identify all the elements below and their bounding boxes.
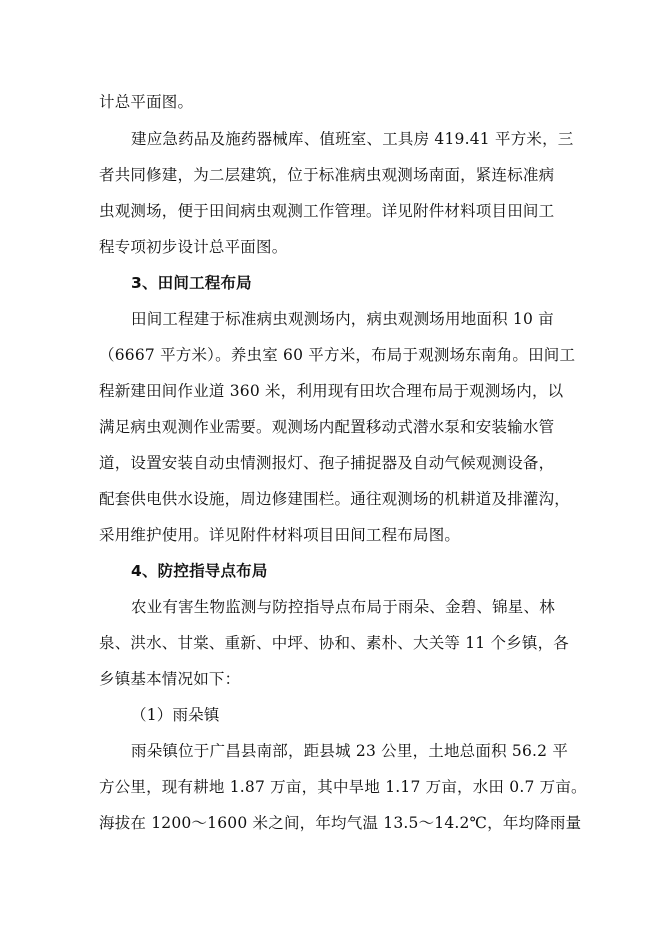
text-line: 满足病虫观测作业需要。观测场内配置移动式潜水泵和安装输水管	[99, 418, 555, 436]
text-line: 方公里，现有耕地 1.87 万亩，其中旱地 1.17 万亩，水田 0.7 万亩。	[99, 778, 587, 796]
paragraph-first-line: 雨朵镇位于广昌县南部，距县城 23 公里，土地总面积 56.2 平	[131, 742, 569, 760]
text-line: （6667 平方米）。养虫室 60 平方米，布局于观测场东南角。田间工	[99, 346, 576, 364]
text-line: 采用维护使用。详见附件材料项目田间工程布局图。	[99, 526, 461, 544]
text-line: 虫观测场，便于田间病虫观测工作管理。详见附件材料项目田间工	[99, 202, 555, 220]
paragraph-first-line: 农业有害生物监测与防控指导点布局于雨朵、金碧、锦星、林	[131, 598, 555, 616]
subsection-heading: （1）雨朵镇	[131, 706, 220, 724]
paragraph-first-line: 田间工程建于标准病虫观测场内，病虫观测场用地面积 10 亩	[131, 310, 554, 328]
text-line: 道，设置安装自动虫情测报灯、孢子捕捉器及自动气候观测设备，	[99, 454, 555, 472]
section-heading: 3、田间工程布局	[131, 274, 252, 292]
paragraph-first-line: 建应急药品及施药器械库、值班室、工具房 419.41 平方米，三	[131, 130, 574, 148]
text-line: 者共同修建，为二层建筑，位于标准病虫观测场南面，紧连标准病	[99, 166, 555, 184]
text-line: 海拔在 1200～1600 米之间，年均气温 13.5～14.2℃，年均降雨量	[99, 814, 582, 832]
text-line: 程专项初步设计总平面图。	[99, 238, 288, 256]
text-line: 计总平面图。	[99, 93, 194, 111]
text-line: 泉、洪水、甘棠、重新、中坪、协和、素朴、大关等 11 个乡镇，各	[99, 634, 569, 652]
text-line: 配套供电供水设施，周边修建围栏。通往观测场的机耕道及排灌沟，	[99, 490, 571, 508]
text-line: 乡镇基本情况如下：	[99, 670, 241, 688]
text-line: 程新建田间作业道 360 米，利用现有田坎合理布局于观测场内，以	[99, 382, 564, 400]
section-heading: 4、防控指导点布局	[131, 562, 268, 580]
